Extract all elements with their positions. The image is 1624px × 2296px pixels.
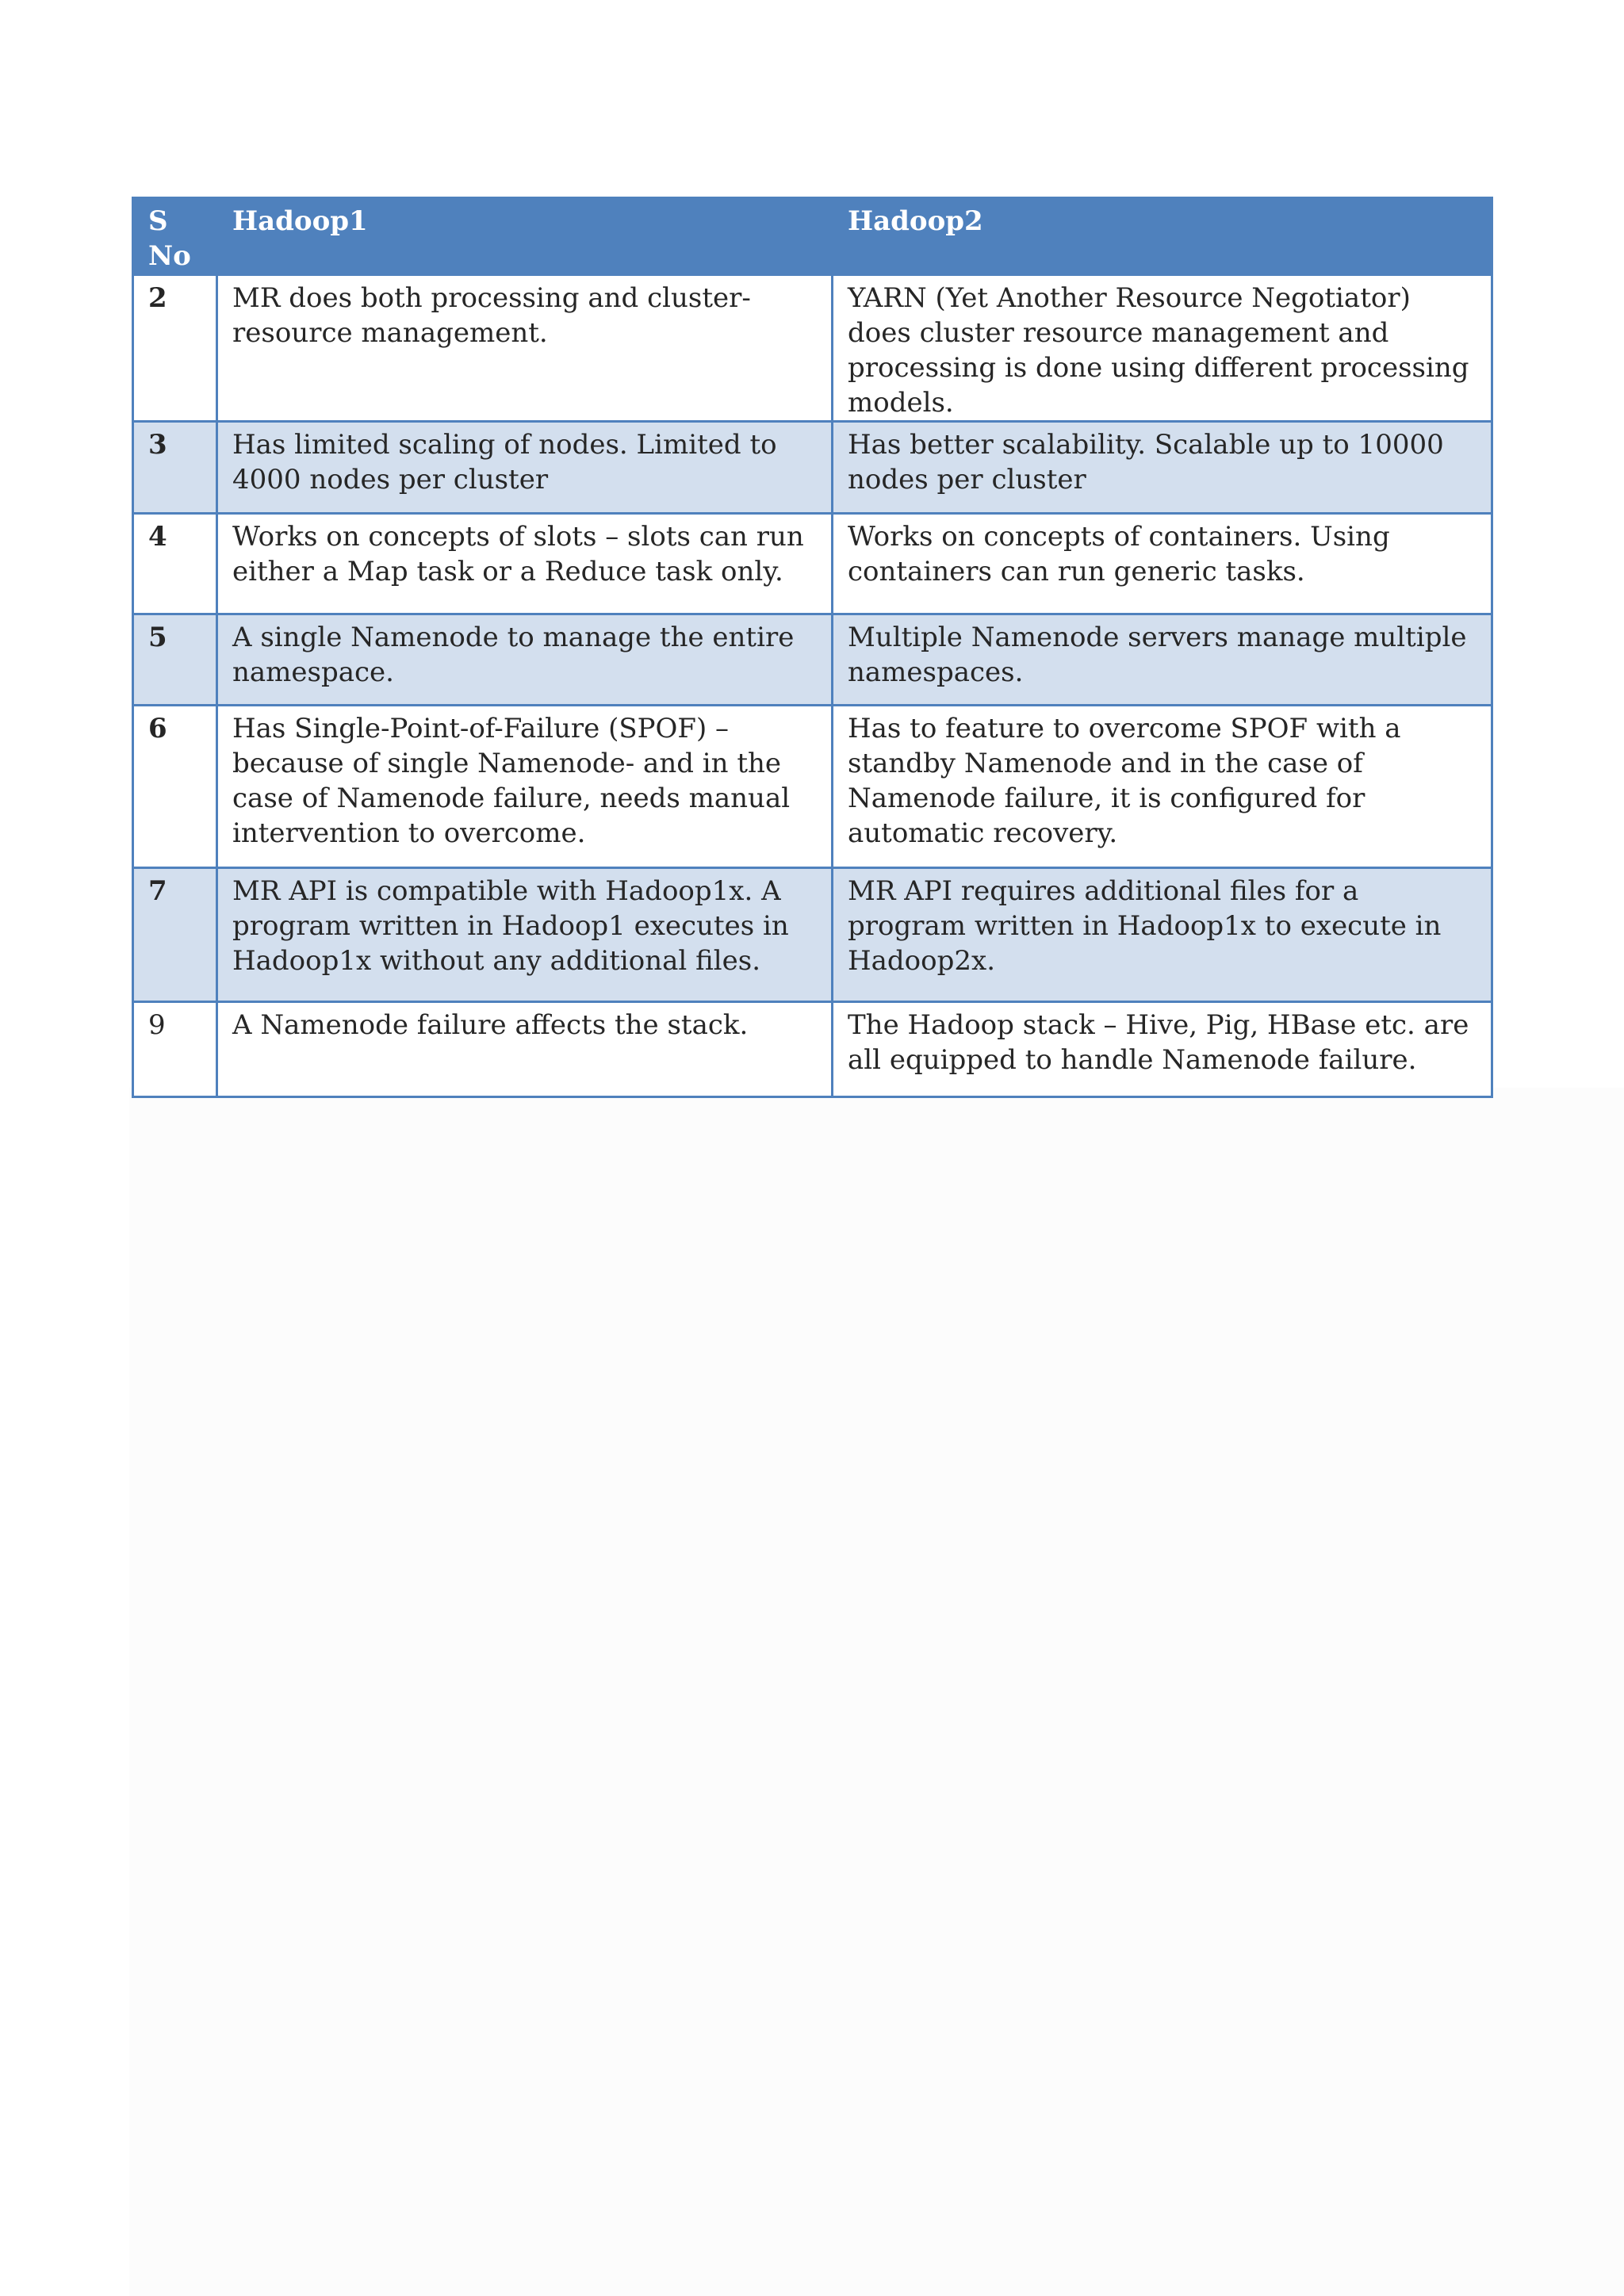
table-row [133, 614, 1492, 706]
table-row [133, 1002, 1492, 1097]
header-row [133, 198, 1492, 275]
table-row [133, 422, 1492, 514]
table-row [133, 514, 1492, 614]
hadoop2-cell: Has to feature to overcome SPOF with a standby Namenode and in the case of Namenode failure, it is configured for automatic recovery. [833, 706, 1492, 868]
hadoop1-cell: MR does both processing and cluster-resource management. [217, 275, 833, 422]
header-hadoop2: Hadoop2 [833, 198, 1492, 275]
hadoop2-cell: Works on concepts of containers. Using containers can run generic tasks. [833, 514, 1492, 614]
table-row [133, 706, 1492, 868]
hadoop2-cell: MR API requires additional files for a program written in Hadoop1x to execute in Hadoop2x. [833, 868, 1492, 1002]
hadoop2-cell: Multiple Namenode servers manage multiple namespaces. [833, 614, 1492, 706]
row-number: 4 [133, 514, 217, 614]
table-row [133, 868, 1492, 1002]
page-background [129, 1088, 1624, 2296]
hadoop-comparison-table [132, 197, 1493, 1098]
row-number: 7 [133, 868, 217, 1002]
row-number: 2 [133, 275, 217, 422]
header-s-no: S No [133, 198, 217, 275]
hadoop1-cell: A Namenode failure affects the stack. [217, 1002, 833, 1097]
hadoop2-cell: Has better scalability. Scalable up to 10000 nodes per cluster [833, 422, 1492, 514]
header-hadoop1: Hadoop1 [217, 198, 833, 275]
table-row [133, 275, 1492, 422]
row-number: 3 [133, 422, 217, 514]
hadoop1-cell: MR API is compatible with Hadoop1x. A program written in Hadoop1 executes in Hadoop1x without any additional files. [217, 868, 833, 1002]
row-number: 9 [133, 1002, 217, 1097]
table-body [133, 275, 1492, 1097]
hadoop2-cell: YARN (Yet Another Resource Negotiator) does cluster resource management and processing is done using different processing models. [833, 275, 1492, 422]
hadoop1-cell: Has limited scaling of nodes. Limited to 4000 nodes per cluster [217, 422, 833, 514]
table-header [133, 198, 1492, 275]
hadoop1-cell: Works on concepts of slots – slots can run either a Map task or a Reduce task only. [217, 514, 833, 614]
row-number: 6 [133, 706, 217, 868]
hadoop2-cell: The Hadoop stack – Hive, Pig, HBase etc. are all equipped to handle Namenode failure. [833, 1002, 1492, 1097]
hadoop1-cell: Has Single-Point-of-Failure (SPOF) – because of single Namenode- and in the case of Namenode failure, needs manual intervention to overcome. [217, 706, 833, 868]
hadoop1-cell: A single Namenode to manage the entire namespace. [217, 614, 833, 706]
row-number: 5 [133, 614, 217, 706]
